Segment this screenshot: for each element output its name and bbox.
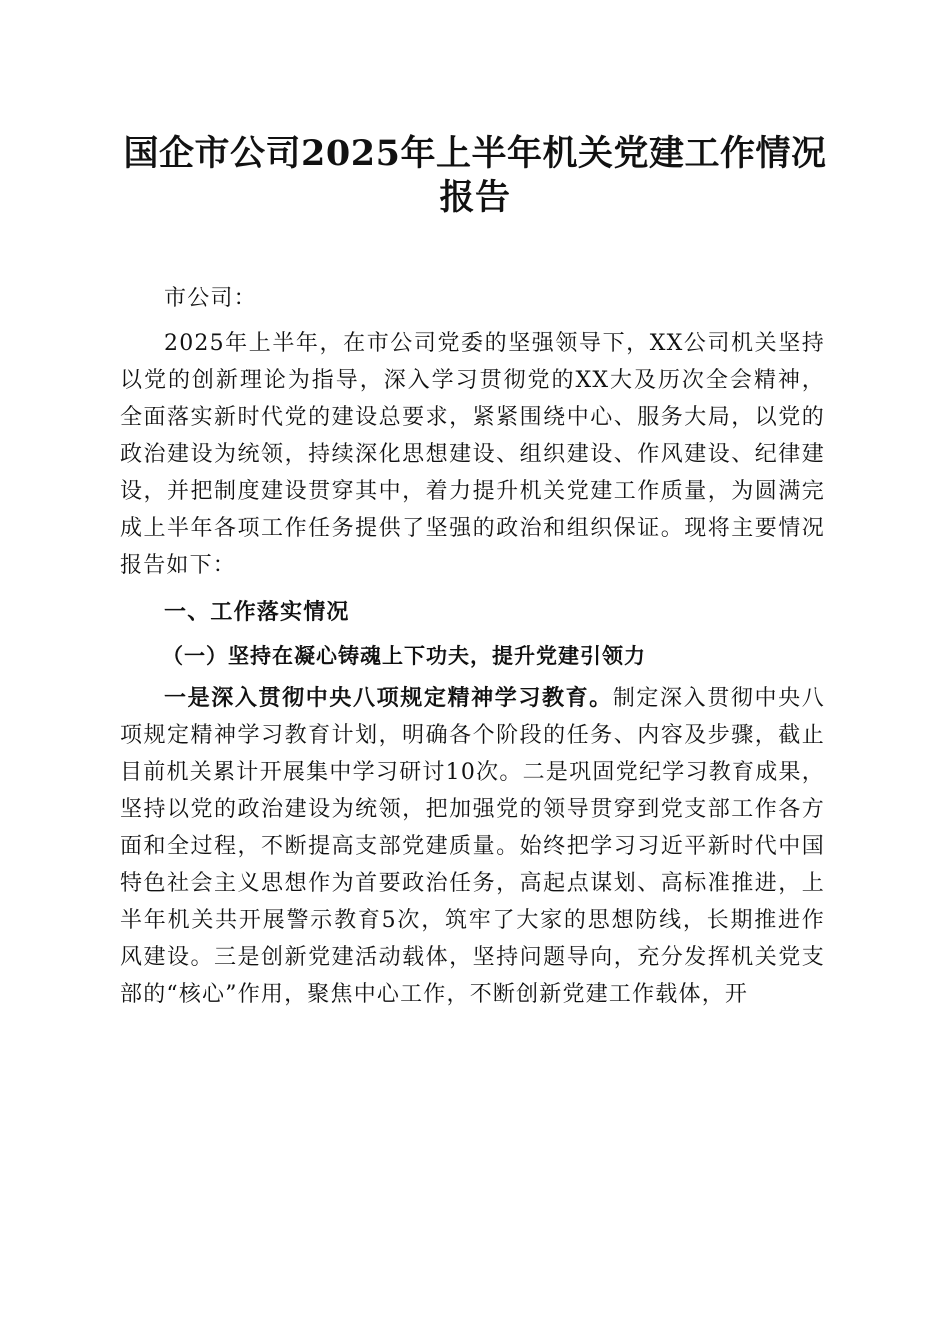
paragraph-lead-text: 一是深入贯彻中央八项规定精神学习教育。 (164, 685, 613, 711)
salutation: 市公司： (164, 286, 257, 311)
document-title-line-1: 国企市公司2025年上半年机关党建工作情况 (123, 133, 827, 174)
intro-paragraph: 2025年上半年，在市公司党委的坚强领导下，XX公司机关坚持以党的创新理论为指导，深入学习贯彻党的XX大及历次全会精神，全面落实新时代党的建设总要求，紧紧围绕中心、服务大局，以党的政治建设为统领，持续深化思想建设、组织建设、作风建设、纪律建设，并把制度建设贯穿其中，着力提升机关党建工作质量，为圆满完成上半年各项工作任务提供了坚强的政治和组织保证。现将主要情况报告如下： (120, 331, 825, 578)
body-paragraph (120, 680, 825, 1013)
document-title-line-2: 报告 (439, 177, 511, 218)
document-title (110, 132, 840, 220)
section-heading: 一、工作落实情况 (164, 600, 350, 625)
document-body (120, 280, 825, 1013)
paragraph-body-text: 制定深入贯彻中央八项规定精神学习教育计划，明确各个阶段的任务、内容及步骤，截止目前机关累计开展集中学习研讨10次。二是巩固党纪学习教育成果，坚持以党的政治建设为统领，把加强党的领导贯穿到党支部工作各方面和全过程，不断提高支部党建质量。始终把学习习近平新时代中国特色社会主义思想作为首要政治任务，高起点谋划、高标准推进，上半年机关共开展警示教育5次，筑牢了大家的思想防线，长期推进作风建设。三是创新党建活动载体，坚持问题导向，充分发挥机关党支部的“核心”作用，聚焦中心工作，不断创新党建工作载体，开 (120, 686, 825, 1007)
subsection-heading: （一）坚持在凝心铸魂上下功夫，提升党建引领力 (162, 643, 646, 668)
